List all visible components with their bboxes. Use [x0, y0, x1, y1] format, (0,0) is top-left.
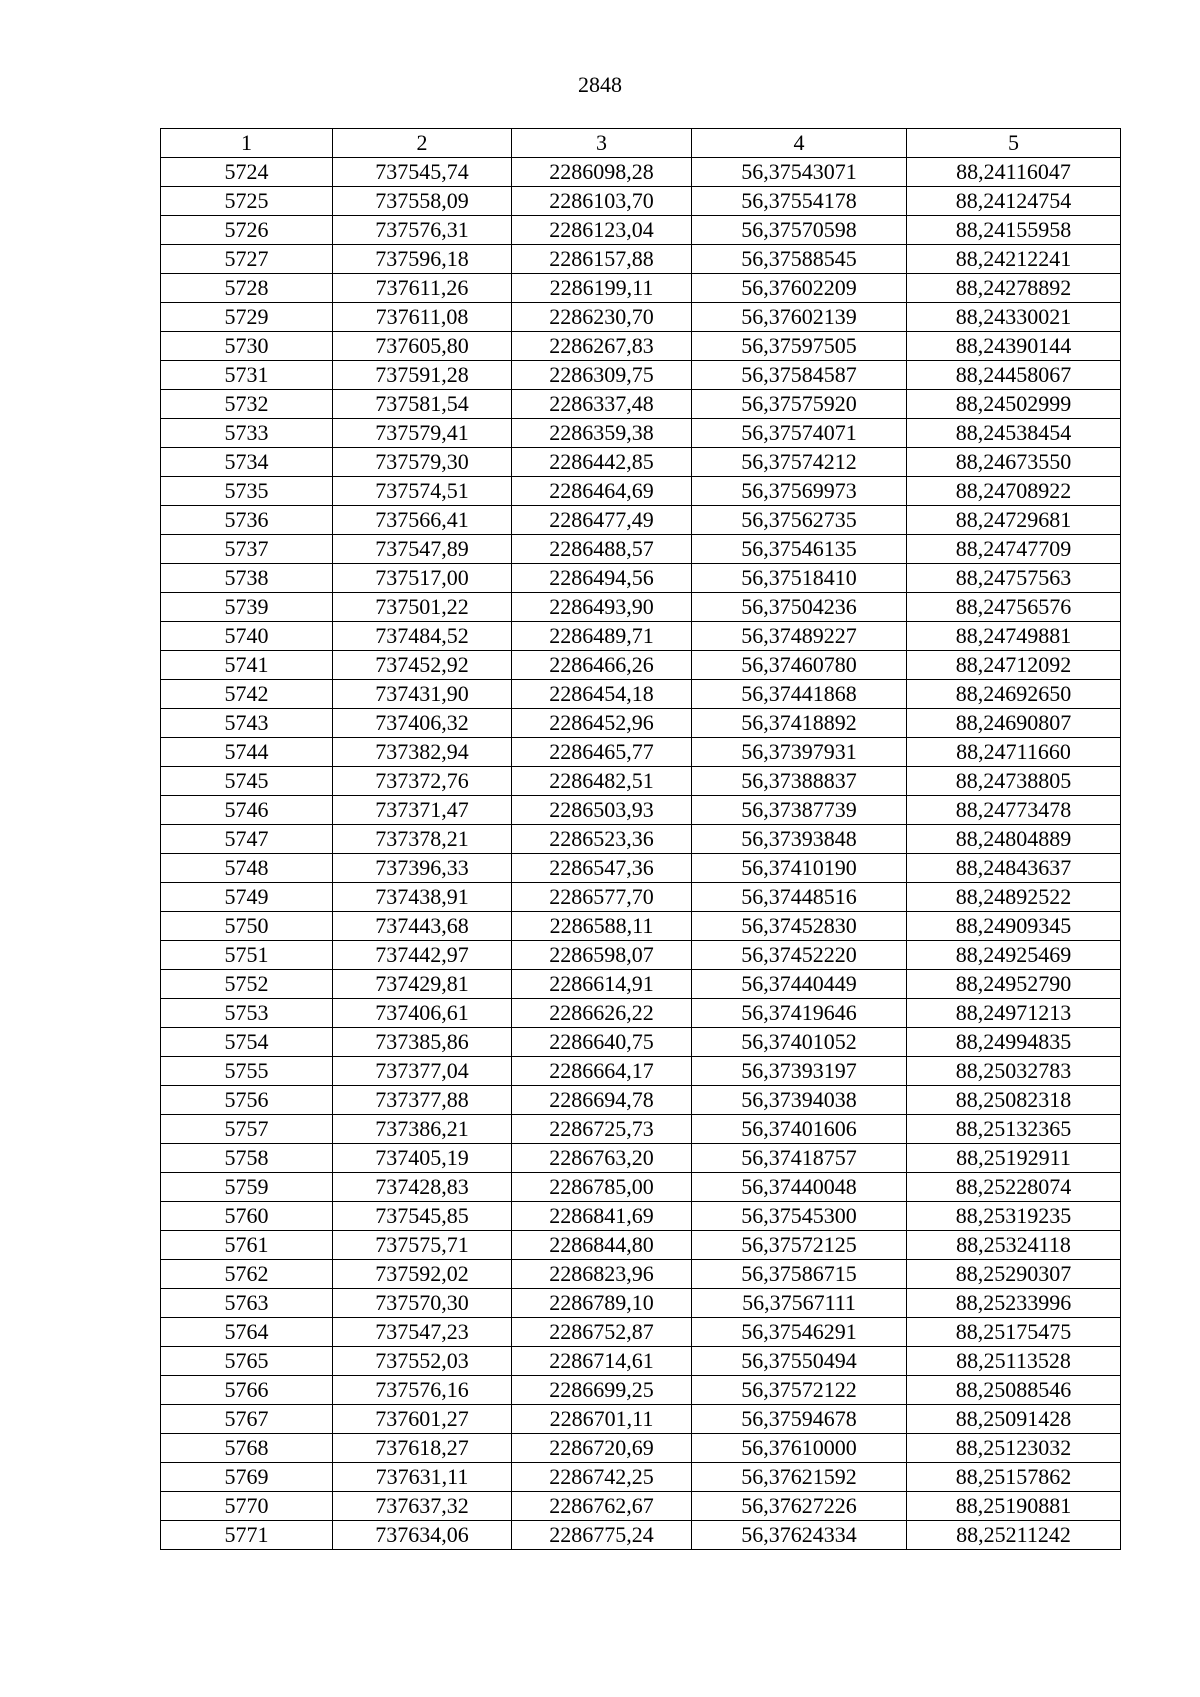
- table-cell: 5725: [161, 187, 333, 216]
- table-cell: 88,25132365: [907, 1115, 1121, 1144]
- table-row: [161, 1202, 1121, 1231]
- table-row: [161, 1144, 1121, 1173]
- table-cell: 88,24502999: [907, 390, 1121, 419]
- table-cell: 88,24738805: [907, 767, 1121, 796]
- table-cell: 737634,06: [333, 1521, 512, 1550]
- table-cell: 737611,08: [333, 303, 512, 332]
- table-row: [161, 1231, 1121, 1260]
- table-cell: 56,37624334: [692, 1521, 907, 1550]
- table-cell: 737558,09: [333, 187, 512, 216]
- table-cell: 2286452,96: [512, 709, 692, 738]
- table-row: [161, 477, 1121, 506]
- table-cell: 2286823,96: [512, 1260, 692, 1289]
- table-cell: 5761: [161, 1231, 333, 1260]
- table-cell: 88,24747709: [907, 535, 1121, 564]
- table-row: [161, 1347, 1121, 1376]
- table-cell: 56,37401606: [692, 1115, 907, 1144]
- table-cell: 2286547,36: [512, 854, 692, 883]
- table-cell: 2286789,10: [512, 1289, 692, 1318]
- table-cell: 88,24690807: [907, 709, 1121, 738]
- page-number: 2848: [578, 72, 622, 97]
- table-cell: 88,24212241: [907, 245, 1121, 274]
- table-cell: 2286464,69: [512, 477, 692, 506]
- table-cell: 2286488,57: [512, 535, 692, 564]
- table-cell: 56,37397931: [692, 738, 907, 767]
- column-header: 5: [907, 129, 1121, 158]
- table-cell: 56,37546291: [692, 1318, 907, 1347]
- table-cell: 88,24729681: [907, 506, 1121, 535]
- table-cell: 737371,47: [333, 796, 512, 825]
- table-cell: 5768: [161, 1434, 333, 1463]
- table-cell: 2286267,83: [512, 332, 692, 361]
- table-row: [161, 1173, 1121, 1202]
- table-cell: 5764: [161, 1318, 333, 1347]
- table-cell: 5738: [161, 564, 333, 593]
- column-header: 1: [161, 129, 333, 158]
- table-cell: 5731: [161, 361, 333, 390]
- table-cell: 737596,18: [333, 245, 512, 274]
- table-header-row: [161, 129, 1121, 158]
- table-cell: 5758: [161, 1144, 333, 1173]
- table-row: [161, 216, 1121, 245]
- table-cell: 88,24892522: [907, 883, 1121, 912]
- table-row: [161, 390, 1121, 419]
- table-cell: 56,37452830: [692, 912, 907, 941]
- table-cell: 88,25088546: [907, 1376, 1121, 1405]
- table-cell: 737406,61: [333, 999, 512, 1028]
- table-cell: 737611,26: [333, 274, 512, 303]
- table-cell: 2286598,07: [512, 941, 692, 970]
- table-cell: 737576,16: [333, 1376, 512, 1405]
- table-cell: 737396,33: [333, 854, 512, 883]
- table-row: [161, 796, 1121, 825]
- table-cell: 56,37554178: [692, 187, 907, 216]
- table-cell: 5756: [161, 1086, 333, 1115]
- table-cell: 737484,52: [333, 622, 512, 651]
- table-cell: 5745: [161, 767, 333, 796]
- table-cell: 5755: [161, 1057, 333, 1086]
- table-cell: 737591,28: [333, 361, 512, 390]
- table-cell: 88,24712092: [907, 651, 1121, 680]
- table-cell: 56,37572122: [692, 1376, 907, 1405]
- table-cell: 56,37460780: [692, 651, 907, 680]
- table-cell: 88,24909345: [907, 912, 1121, 941]
- table-row: [161, 158, 1121, 187]
- table-cell: 56,37597505: [692, 332, 907, 361]
- table-cell: 2286841,69: [512, 1202, 692, 1231]
- table-cell: 56,37441868: [692, 680, 907, 709]
- table-cell: 88,25192911: [907, 1144, 1121, 1173]
- table-cell: 737429,81: [333, 970, 512, 999]
- table-cell: 2286763,20: [512, 1144, 692, 1173]
- table-cell: 56,37452220: [692, 941, 907, 970]
- table-cell: 5750: [161, 912, 333, 941]
- table-cell: 2286775,24: [512, 1521, 692, 1550]
- table-cell: 88,25123032: [907, 1434, 1121, 1463]
- table-cell: 56,37584587: [692, 361, 907, 390]
- table-row: [161, 535, 1121, 564]
- table-cell: 5754: [161, 1028, 333, 1057]
- table-cell: 56,37570598: [692, 216, 907, 245]
- table-cell: 2286701,11: [512, 1405, 692, 1434]
- table-cell: 88,24673550: [907, 448, 1121, 477]
- table-cell: 56,37546135: [692, 535, 907, 564]
- table-cell: 56,37448516: [692, 883, 907, 912]
- table-cell: 2286454,18: [512, 680, 692, 709]
- table-cell: 88,24994835: [907, 1028, 1121, 1057]
- table-cell: 737372,76: [333, 767, 512, 796]
- table-cell: 5749: [161, 883, 333, 912]
- table-row: [161, 1057, 1121, 1086]
- table-body: [161, 158, 1121, 1550]
- table-cell: 2286720,69: [512, 1434, 692, 1463]
- table-row: [161, 854, 1121, 883]
- table-row: [161, 912, 1121, 941]
- table-cell: 56,37602209: [692, 274, 907, 303]
- column-header: 2: [333, 129, 512, 158]
- table-cell: 5744: [161, 738, 333, 767]
- table-row: [161, 303, 1121, 332]
- table-row: [161, 419, 1121, 448]
- table-cell: 2286664,17: [512, 1057, 692, 1086]
- table-cell: 56,37572125: [692, 1231, 907, 1260]
- table-cell: 56,37394038: [692, 1086, 907, 1115]
- table-cell: 2286442,85: [512, 448, 692, 477]
- table-cell: 88,24708922: [907, 477, 1121, 506]
- table-cell: 737438,91: [333, 883, 512, 912]
- table-row: [161, 709, 1121, 738]
- table-cell: 5771: [161, 1521, 333, 1550]
- table-cell: 5746: [161, 796, 333, 825]
- table-cell: 56,37401052: [692, 1028, 907, 1057]
- table-cell: 88,24711660: [907, 738, 1121, 767]
- table-cell: 2286482,51: [512, 767, 692, 796]
- table-cell: 88,25233996: [907, 1289, 1121, 1318]
- table-cell: 2286199,11: [512, 274, 692, 303]
- table-row: [161, 1115, 1121, 1144]
- table-cell: 5742: [161, 680, 333, 709]
- table-cell: 88,25082318: [907, 1086, 1121, 1115]
- table-cell: 88,24155958: [907, 216, 1121, 245]
- table-cell: 5739: [161, 593, 333, 622]
- table-cell: 737566,41: [333, 506, 512, 535]
- table-cell: 737545,85: [333, 1202, 512, 1231]
- table-cell: 2286503,93: [512, 796, 692, 825]
- table-cell: 5751: [161, 941, 333, 970]
- table-cell: 56,37602139: [692, 303, 907, 332]
- table-cell: 56,37387739: [692, 796, 907, 825]
- table-cell: 2286123,04: [512, 216, 692, 245]
- table-row: [161, 622, 1121, 651]
- table-cell: 88,25290307: [907, 1260, 1121, 1289]
- table-row: [161, 1318, 1121, 1347]
- table-cell: 88,24390144: [907, 332, 1121, 361]
- table-cell: 88,25175475: [907, 1318, 1121, 1347]
- table-row: [161, 970, 1121, 999]
- table-cell: 88,24843637: [907, 854, 1121, 883]
- coordinates-table: [160, 128, 1121, 1550]
- table-cell: 2286614,91: [512, 970, 692, 999]
- table-cell: 88,25190881: [907, 1492, 1121, 1521]
- table-cell: 88,24757563: [907, 564, 1121, 593]
- table-cell: 56,37575920: [692, 390, 907, 419]
- table-cell: 88,24804889: [907, 825, 1121, 854]
- table-cell: 5770: [161, 1492, 333, 1521]
- table-cell: 88,25211242: [907, 1521, 1121, 1550]
- table-cell: 56,37574071: [692, 419, 907, 448]
- table-cell: 2286725,73: [512, 1115, 692, 1144]
- table-cell: 5743: [161, 709, 333, 738]
- table-cell: 2286785,00: [512, 1173, 692, 1202]
- table-cell: 56,37569973: [692, 477, 907, 506]
- table-cell: 737443,68: [333, 912, 512, 941]
- table-cell: 737386,21: [333, 1115, 512, 1144]
- table-cell: 737382,94: [333, 738, 512, 767]
- table-cell: 737547,23: [333, 1318, 512, 1347]
- table-cell: 2286359,38: [512, 419, 692, 448]
- table-cell: 2286477,49: [512, 506, 692, 535]
- table-cell: 56,37489227: [692, 622, 907, 651]
- table-row: [161, 593, 1121, 622]
- table-cell: 56,37393197: [692, 1057, 907, 1086]
- table-row: [161, 1405, 1121, 1434]
- table-cell: 5757: [161, 1115, 333, 1144]
- table-cell: 56,37419646: [692, 999, 907, 1028]
- table-cell: 56,37393848: [692, 825, 907, 854]
- column-header: 3: [512, 129, 692, 158]
- table-cell: 56,37410190: [692, 854, 907, 883]
- table-cell: 737581,54: [333, 390, 512, 419]
- table-cell: 2286337,48: [512, 390, 692, 419]
- table-row: [161, 680, 1121, 709]
- table-row: [161, 1086, 1121, 1115]
- table-cell: 2286103,70: [512, 187, 692, 216]
- table-cell: 737428,83: [333, 1173, 512, 1202]
- table-cell: 2286098,28: [512, 158, 692, 187]
- table-cell: 737431,90: [333, 680, 512, 709]
- table-cell: 737601,27: [333, 1405, 512, 1434]
- table-cell: 88,24458067: [907, 361, 1121, 390]
- table-cell: 88,24692650: [907, 680, 1121, 709]
- table-cell: 737501,22: [333, 593, 512, 622]
- table-cell: 2286466,26: [512, 651, 692, 680]
- table-row: [161, 1376, 1121, 1405]
- table-cell: 737574,51: [333, 477, 512, 506]
- table-cell: 5769: [161, 1463, 333, 1492]
- table-cell: 737377,88: [333, 1086, 512, 1115]
- table-cell: 2286752,87: [512, 1318, 692, 1347]
- table-cell: 88,25113528: [907, 1347, 1121, 1376]
- table-cell: 2286465,77: [512, 738, 692, 767]
- table-row: [161, 564, 1121, 593]
- table-cell: 5726: [161, 216, 333, 245]
- table-cell: 5730: [161, 332, 333, 361]
- table-cell: 2286523,36: [512, 825, 692, 854]
- table-row: [161, 883, 1121, 912]
- table-row: [161, 245, 1121, 274]
- table-row: [161, 1434, 1121, 1463]
- table-cell: 2286844,80: [512, 1231, 692, 1260]
- table-cell: 5759: [161, 1173, 333, 1202]
- table-cell: 88,24538454: [907, 419, 1121, 448]
- table-row: [161, 1289, 1121, 1318]
- table-cell: 737637,32: [333, 1492, 512, 1521]
- table-cell: 88,24756576: [907, 593, 1121, 622]
- table-cell: 737579,30: [333, 448, 512, 477]
- table-cell: 56,37504236: [692, 593, 907, 622]
- table-cell: 5748: [161, 854, 333, 883]
- table-cell: 2286626,22: [512, 999, 692, 1028]
- table-cell: 88,24773478: [907, 796, 1121, 825]
- table-cell: 88,24952790: [907, 970, 1121, 999]
- table-cell: 88,24116047: [907, 158, 1121, 187]
- table-cell: 88,25157862: [907, 1463, 1121, 1492]
- table-row: [161, 1260, 1121, 1289]
- table-cell: 88,25032783: [907, 1057, 1121, 1086]
- table-cell: 5734: [161, 448, 333, 477]
- table-cell: 737575,71: [333, 1231, 512, 1260]
- table-cell: 737452,92: [333, 651, 512, 680]
- table-cell: 5732: [161, 390, 333, 419]
- table-cell: 56,37574212: [692, 448, 907, 477]
- table-cell: 56,37550494: [692, 1347, 907, 1376]
- table-cell: 2286489,71: [512, 622, 692, 651]
- table-cell: 737442,97: [333, 941, 512, 970]
- table-cell: 5762: [161, 1260, 333, 1289]
- table-cell: 5736: [161, 506, 333, 535]
- table-cell: 88,24124754: [907, 187, 1121, 216]
- table-cell: 5767: [161, 1405, 333, 1434]
- table-cell: 56,37594678: [692, 1405, 907, 1434]
- table-cell: 56,37388837: [692, 767, 907, 796]
- table-cell: 737631,11: [333, 1463, 512, 1492]
- table-cell: 56,37440449: [692, 970, 907, 999]
- table-cell: 56,37418757: [692, 1144, 907, 1173]
- table-cell: 2286309,75: [512, 361, 692, 390]
- table-row: [161, 506, 1121, 535]
- table-cell: 737552,03: [333, 1347, 512, 1376]
- table-cell: 2286494,56: [512, 564, 692, 593]
- table-row: [161, 1492, 1121, 1521]
- table-cell: 737579,41: [333, 419, 512, 448]
- table-cell: 2286762,67: [512, 1492, 692, 1521]
- table-row: [161, 274, 1121, 303]
- table-cell: 56,37543071: [692, 158, 907, 187]
- table-row: [161, 1028, 1121, 1057]
- table-cell: 737517,00: [333, 564, 512, 593]
- table-cell: 88,25319235: [907, 1202, 1121, 1231]
- table-cell: 5728: [161, 274, 333, 303]
- table-cell: 56,37545300: [692, 1202, 907, 1231]
- table-cell: 5740: [161, 622, 333, 651]
- table-cell: 737618,27: [333, 1434, 512, 1463]
- table-cell: 5741: [161, 651, 333, 680]
- table-cell: 56,37610000: [692, 1434, 907, 1463]
- table-cell: 2286694,78: [512, 1086, 692, 1115]
- table-cell: 2286493,90: [512, 593, 692, 622]
- table-row: [161, 1463, 1121, 1492]
- table-cell: 56,37440048: [692, 1173, 907, 1202]
- table-cell: 2286742,25: [512, 1463, 692, 1492]
- table-cell: 5735: [161, 477, 333, 506]
- table-row: [161, 767, 1121, 796]
- table-cell: 5747: [161, 825, 333, 854]
- table-cell: 56,37627226: [692, 1492, 907, 1521]
- table-cell: 88,24925469: [907, 941, 1121, 970]
- table-cell: 737378,21: [333, 825, 512, 854]
- table-cell: 88,24749881: [907, 622, 1121, 651]
- table-cell: 737406,32: [333, 709, 512, 738]
- table-row: [161, 448, 1121, 477]
- table-row: [161, 999, 1121, 1028]
- table-cell: 2286230,70: [512, 303, 692, 332]
- table-row: [161, 738, 1121, 767]
- table-cell: 737377,04: [333, 1057, 512, 1086]
- table-cell: 88,25091428: [907, 1405, 1121, 1434]
- table-cell: 737385,86: [333, 1028, 512, 1057]
- table-cell: 2286699,25: [512, 1376, 692, 1405]
- table-row: [161, 651, 1121, 680]
- table-cell: 56,37588545: [692, 245, 907, 274]
- table-cell: 737405,19: [333, 1144, 512, 1173]
- table-row: [161, 187, 1121, 216]
- table-cell: 5766: [161, 1376, 333, 1405]
- table-cell: 88,25324118: [907, 1231, 1121, 1260]
- table-row: [161, 361, 1121, 390]
- table-cell: 737570,30: [333, 1289, 512, 1318]
- table-row: [161, 1521, 1121, 1550]
- table-cell: 737592,02: [333, 1260, 512, 1289]
- table-cell: 5737: [161, 535, 333, 564]
- table-cell: 5729: [161, 303, 333, 332]
- table-cell: 2286640,75: [512, 1028, 692, 1057]
- table-cell: 5724: [161, 158, 333, 187]
- table-cell: 88,24330021: [907, 303, 1121, 332]
- table-cell: 56,37562735: [692, 506, 907, 535]
- table-cell: 56,37621592: [692, 1463, 907, 1492]
- table-cell: 5753: [161, 999, 333, 1028]
- table-cell: 5733: [161, 419, 333, 448]
- table-cell: 56,37567111: [692, 1289, 907, 1318]
- table-cell: 2286157,88: [512, 245, 692, 274]
- table-row: [161, 332, 1121, 361]
- table-cell: 737547,89: [333, 535, 512, 564]
- table-cell: 88,24971213: [907, 999, 1121, 1028]
- table-row: [161, 941, 1121, 970]
- table-cell: 2286714,61: [512, 1347, 692, 1376]
- table-cell: 56,37518410: [692, 564, 907, 593]
- table-row: [161, 825, 1121, 854]
- table-cell: 5727: [161, 245, 333, 274]
- table-cell: 5752: [161, 970, 333, 999]
- table-cell: 5765: [161, 1347, 333, 1376]
- table-cell: 56,37418892: [692, 709, 907, 738]
- table-cell: 737545,74: [333, 158, 512, 187]
- table-cell: 56,37586715: [692, 1260, 907, 1289]
- table-cell: 5763: [161, 1289, 333, 1318]
- table-cell: 88,25228074: [907, 1173, 1121, 1202]
- table-cell: 5760: [161, 1202, 333, 1231]
- table-cell: 737576,31: [333, 216, 512, 245]
- table-cell: 88,24278892: [907, 274, 1121, 303]
- column-header: 4: [692, 129, 907, 158]
- table-cell: 737605,80: [333, 332, 512, 361]
- table-cell: 2286588,11: [512, 912, 692, 941]
- table-cell: 2286577,70: [512, 883, 692, 912]
